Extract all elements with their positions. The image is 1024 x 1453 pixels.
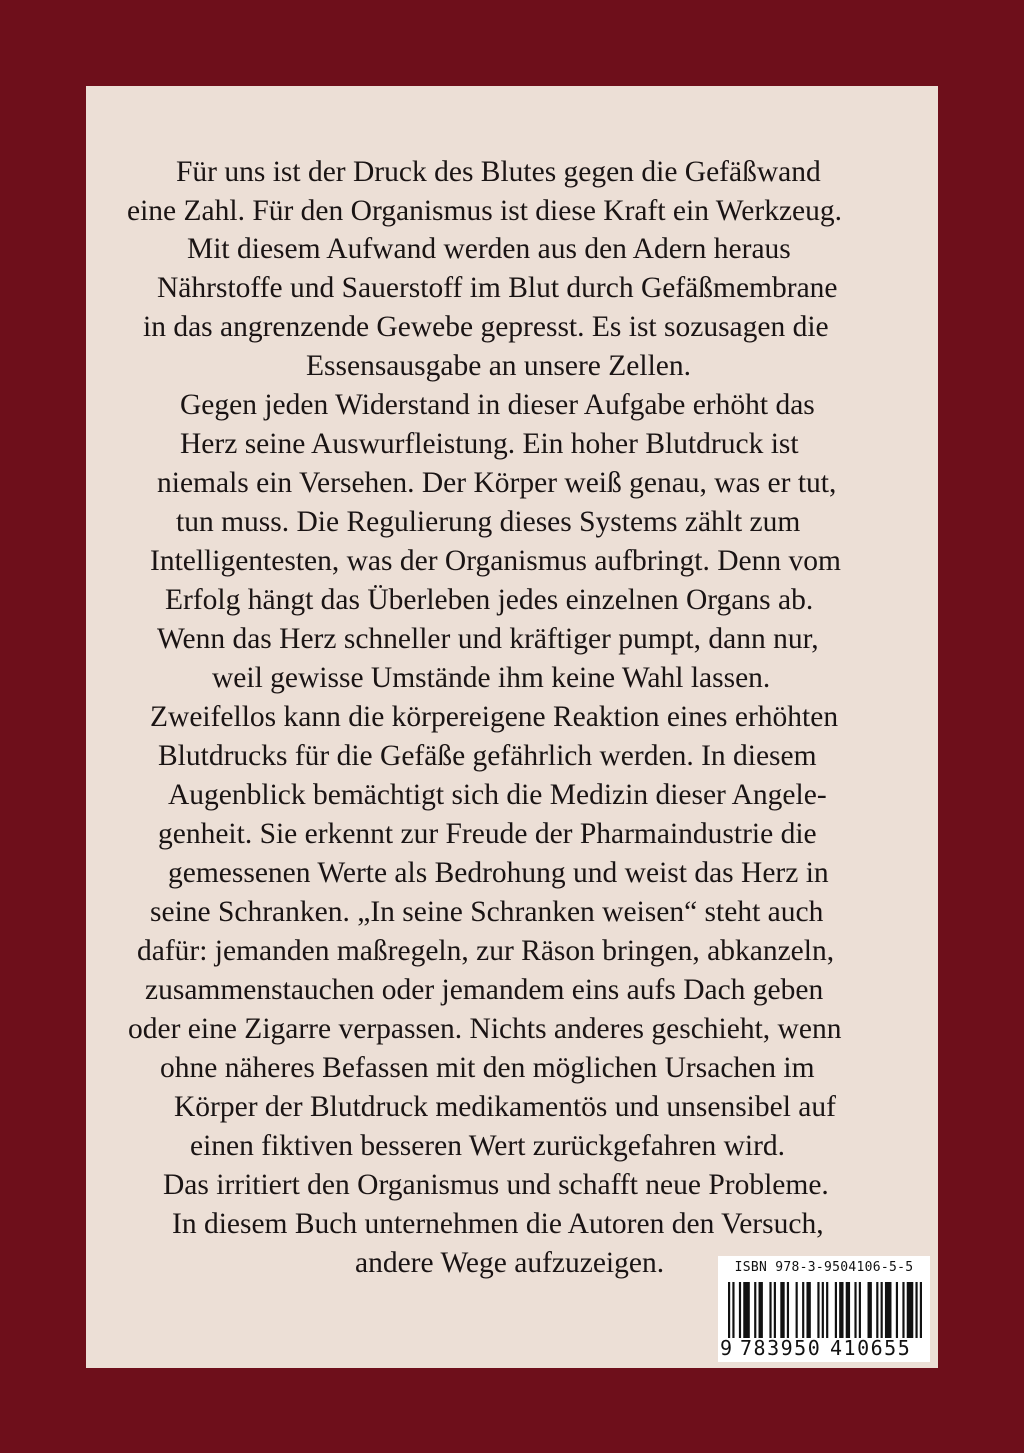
blurb-line: eine Zahl. Für den Organismus ist diese Kraft ein Werkzeug. xyxy=(127,195,843,227)
blurb-line: dafür: jemanden maßregeln, zur Räson bringen, abkanzeln, xyxy=(137,935,835,967)
barcode-digits xyxy=(718,1336,930,1360)
blurb-line: Wenn das Herz schneller und kräftiger pumpt, dann nur, xyxy=(157,623,819,655)
blurb-line: Erfolg hängt das Überleben jedes einzelnen Organs ab. xyxy=(165,584,814,616)
blurb-line: Für uns ist der Druck des Blutes gegen die Gefäßwand xyxy=(176,156,821,188)
blurb-line: oder eine Zigarre verpassen. Nichts anderes geschieht, wenn xyxy=(128,1013,842,1045)
blurb-line: Blutdrucks für die Gefäße gefährlich werden. In diesem xyxy=(158,740,817,772)
blurb-line: ohne näheres Befassen mit den möglichen Ursachen im xyxy=(160,1052,815,1084)
blurb-line: Zweifellos kann die körpereigene Reaktion eines erhöhten xyxy=(150,701,839,733)
blurb-line: zusammenstauchen oder jemandem eins aufs Dach geben xyxy=(145,974,824,1006)
barcode-icon xyxy=(728,1282,922,1338)
blurb-line: genheit. Sie erkennt zur Freude der Pharmaindustrie die xyxy=(158,818,817,850)
blurb-line: Körper der Blutdruck medikamentös und unsensibel auf xyxy=(174,1091,836,1123)
blurb-line: Nährstoffe und Sauerstoff im Blut durch Gefäßmembrane xyxy=(157,272,838,304)
blurb-line: weil gewisse Umstände ihm keine Wahl lassen. xyxy=(212,662,771,694)
blurb-line: seine Schranken. „In seine Schranken weisen“ steht auch xyxy=(150,896,824,928)
blurb-line: gemessenen Werte als Bedrohung und weist das Herz in xyxy=(168,857,829,889)
blurb-line: Augenblick bemächtigt sich die Medizin dieser Angele- xyxy=(168,779,827,811)
isbn-barcode-box xyxy=(718,1256,930,1362)
blurb-line: Das irritiert den Organismus und schafft neue Probleme. xyxy=(163,1169,829,1201)
blurb-line: Gegen jeden Widerstand in dieser Aufgabe erhöht das xyxy=(180,389,815,421)
blurb-line: andere Wege aufzuzeigen. xyxy=(355,1247,665,1279)
barcode-digit-group-2: 410655 xyxy=(830,1336,912,1360)
isbn-label: ISBN 978-3-9504106-5-5 xyxy=(734,1260,914,1275)
blurb-line: Intelligentesten, was der Organismus aufbringt. Denn vom xyxy=(150,545,841,577)
blurb-line: niemals ein Versehen. Der Körper weiß genau, was er tut, xyxy=(157,467,837,499)
blurb-line: einen fiktiven besseren Wert zurückgefahren wird. xyxy=(190,1130,786,1162)
blurb-line: in das angrenzende Gewebe gepresst. Es ist sozusagen die xyxy=(143,311,829,343)
blurb-line: Herz seine Auswurfleistung. Ein hoher Blutdruck ist xyxy=(180,428,799,460)
barcode-digit-first: 9 xyxy=(720,1336,733,1360)
blurb-line: Essensausgabe an unsere Zellen. xyxy=(306,350,691,382)
barcode-digit-group-1: 783950 xyxy=(740,1336,822,1360)
blurb-line: Mit diesem Aufwand werden aus den Adern heraus xyxy=(187,233,791,265)
blurb-line: In diesem Buch unternehmen die Autoren den Versuch, xyxy=(172,1208,824,1240)
blurb-line: tun muss. Die Regulierung dieses Systems zählt zum xyxy=(176,506,801,538)
